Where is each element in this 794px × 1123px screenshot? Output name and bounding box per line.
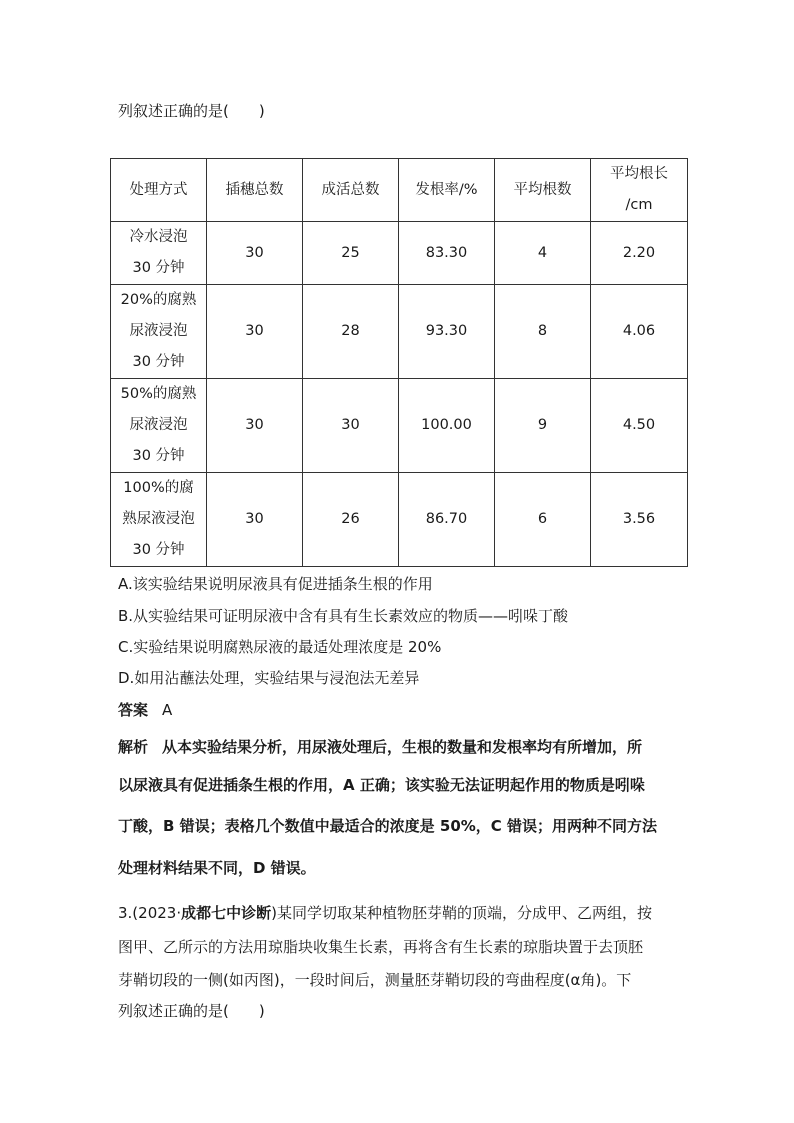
question3-line: 芽鞘切段的一侧(如丙图)，一段时间后，测量胚芽鞘切段的弯曲程度(α角)。下 [118, 971, 632, 989]
total-cell: 30 [207, 285, 303, 379]
intro-line: 列叙述正确的是( ) [118, 102, 265, 120]
roots-cell: 6 [495, 473, 591, 567]
question3-line [118, 903, 652, 923]
method-cell [111, 379, 207, 473]
answer-label: 答案 [118, 701, 149, 719]
total-cell: 30 [207, 222, 303, 285]
question3-line: 列叙述正确的是( ) [118, 1002, 265, 1020]
answer-value: A [162, 701, 173, 719]
method-line: 尿液浸泡 [129, 323, 188, 339]
method-line: 100%的腐 [123, 480, 194, 496]
total-cell: 30 [207, 379, 303, 473]
analysis-line [118, 737, 642, 757]
header-cell-line: 平均根长 [610, 166, 668, 182]
method-cell [111, 222, 207, 285]
roots-cell: 8 [495, 285, 591, 379]
table-row [111, 379, 688, 473]
length-cell: 4.50 [591, 379, 688, 473]
analysis-line: 丁酸，B 错误；表格几个数值中最适合的浓度是 50%，C 错误；用两种不同方法 [118, 817, 658, 835]
option-a: A.该实验结果说明尿液具有促进插条生根的作用 [118, 575, 433, 593]
rate-cell: 86.70 [399, 473, 495, 567]
analysis-label: 解析 [118, 738, 149, 756]
method-line: 30 分钟 [132, 260, 185, 276]
roots-cell: 9 [495, 379, 591, 473]
table-header-row [111, 159, 688, 222]
total-cell: 30 [207, 473, 303, 567]
rate-cell: 93.30 [399, 285, 495, 379]
method-cell [111, 285, 207, 379]
method-line: 冷水浸泡 [129, 229, 188, 245]
option-c: C.实验结果说明腐熟尿液的最适处理浓度是 20% [118, 638, 442, 656]
data-table [110, 158, 688, 567]
analysis-text: 从本实验结果分析，用尿液处理后，生根的数量和发根率均有所增加，所 [162, 738, 643, 756]
roots-cell: 4 [495, 222, 591, 285]
rate-cell: 100.00 [399, 379, 495, 473]
length-cell: 2.20 [591, 222, 688, 285]
header-cell [591, 159, 688, 222]
option-b: B.从实验结果可证明尿液中含有具有生长素效应的物质——吲哚丁酸 [118, 607, 569, 625]
header-cell: 平均根数 [495, 159, 591, 222]
method-cell [111, 473, 207, 567]
question3-line: 图甲、乙所示的方法用琼脂块收集生长素，再将含有生长素的琼脂块置于去顶胚 [118, 938, 644, 956]
header-cell: 发根率/% [399, 159, 495, 222]
survived-cell: 30 [303, 379, 399, 473]
table-row [111, 222, 688, 285]
header-cell: 成活总数 [303, 159, 399, 222]
analysis-line: 处理材料结果不同，D 错误。 [118, 859, 316, 877]
option-d: D.如用沾蘸法处理，实验结果与浸泡法无差异 [118, 669, 420, 687]
header-cell-line: /cm [625, 197, 653, 213]
rate-cell: 83.30 [399, 222, 495, 285]
header-cell: 处理方式 [111, 159, 207, 222]
table-row [111, 473, 688, 567]
method-line: 尿液浸泡 [129, 417, 188, 433]
question3-source: 成都七中诊断 [181, 904, 272, 922]
method-line: 熟尿液浸泡 [122, 511, 195, 527]
answer-line [118, 700, 172, 720]
method-line: 20%的腐熟 [120, 292, 197, 308]
question3-prefix: 3.(2023· [118, 904, 182, 922]
survived-cell: 26 [303, 473, 399, 567]
length-cell: 3.56 [591, 473, 688, 567]
analysis-line: 以尿液具有促进插条生根的作用，A 正确；该实验无法证明起作用的物质是吲哚 [118, 776, 645, 794]
method-line: 30 分钟 [132, 354, 185, 370]
method-line: 50%的腐熟 [120, 386, 197, 402]
question3-text: )某同学切取某种植物胚芽鞘的顶端，分成甲、乙两组，按 [271, 904, 652, 922]
length-cell: 4.06 [591, 285, 688, 379]
header-cell: 插穗总数 [207, 159, 303, 222]
table-row [111, 285, 688, 379]
method-line: 30 分钟 [132, 542, 185, 558]
method-line: 30 分钟 [132, 448, 185, 464]
survived-cell: 25 [303, 222, 399, 285]
survived-cell: 28 [303, 285, 399, 379]
